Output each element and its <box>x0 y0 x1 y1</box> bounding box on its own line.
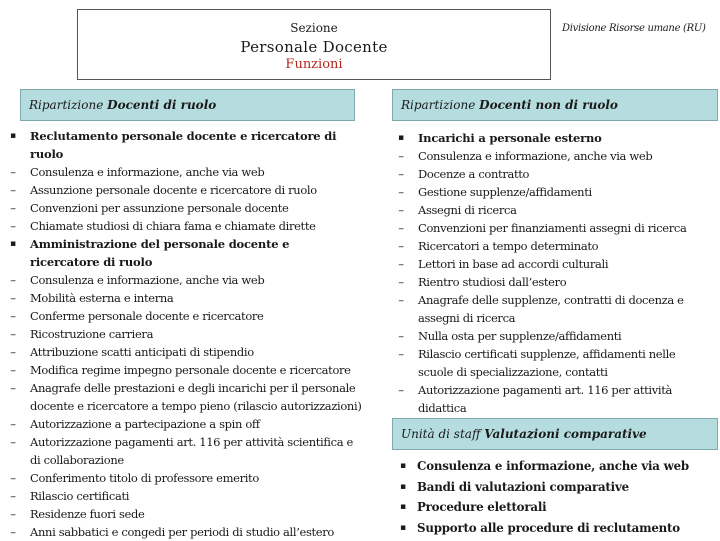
bullet-square-icon: ▪ <box>400 481 406 492</box>
staff-panel-lead: Unità di staff <box>401 427 481 441</box>
section-header <box>77 9 551 80</box>
list-text: Convenzioni per finanziamenti assegni di ricerca <box>418 221 687 235</box>
dash-bullet-icon: – <box>10 183 16 197</box>
list-text: Docenze a contratto <box>418 167 530 181</box>
page-title: Personale Docente <box>240 38 388 56</box>
list-text: Ricostruzione carriera <box>30 327 154 341</box>
dash-bullet-icon: – <box>398 347 404 361</box>
dash-bullet-icon: – <box>398 383 404 397</box>
list-item <box>4 163 354 181</box>
list-item <box>4 181 354 199</box>
list-text: didattica <box>418 401 467 415</box>
dash-bullet-icon: – <box>398 149 404 163</box>
list-heading <box>394 497 714 518</box>
right-functions-list <box>392 129 712 417</box>
list-heading <box>394 456 714 477</box>
list-item <box>392 147 712 165</box>
list-heading <box>392 129 712 147</box>
list-text: Consulenza e informazione, anche via web <box>418 149 653 163</box>
list-item <box>4 433 354 451</box>
dash-bullet-icon: – <box>398 221 404 235</box>
dash-bullet-icon: – <box>10 201 16 215</box>
functions-label: Funzioni <box>285 57 343 72</box>
list-item <box>4 217 354 235</box>
dash-bullet-icon: – <box>10 219 16 233</box>
list-item <box>392 219 712 237</box>
list-text: Rilascio certificati supplenze, affidamenti nelle <box>418 347 676 361</box>
list-text: Conferme personale docente e ricercatore <box>30 309 264 323</box>
list-item <box>4 487 354 505</box>
list-text: Consulenza e informazione, anche via web <box>30 165 265 179</box>
list-text: Rilascio certificati <box>30 489 130 503</box>
list-item <box>4 271 354 289</box>
list-text: Lettori in base ad accordi culturali <box>418 257 609 271</box>
right-panel-title: Docenti non di ruolo <box>479 98 618 112</box>
list-item <box>392 201 712 219</box>
list-item <box>4 325 354 343</box>
list-item <box>4 415 354 433</box>
list-text: Anagrafe delle prestazioni e degli incarichi per il personale <box>30 381 356 395</box>
dash-bullet-icon: – <box>10 471 16 485</box>
bullet-square-icon: ▪ <box>10 239 16 249</box>
bullet-square-icon: ▪ <box>10 131 16 141</box>
bullet-square-icon: ▪ <box>400 522 406 533</box>
list-text: Mobilità esterna e interna <box>30 291 174 305</box>
list-heading <box>4 145 354 163</box>
section-label: Sezione <box>290 21 338 35</box>
list-item <box>4 505 354 523</box>
list-item <box>392 291 712 309</box>
left-panel-header <box>20 89 355 121</box>
list-item <box>4 199 354 217</box>
list-text: Anagrafe delle supplenze, contratti di docenza e <box>418 293 684 307</box>
list-item <box>392 399 712 417</box>
dash-bullet-icon: – <box>10 417 16 431</box>
dash-bullet-icon: – <box>10 363 16 377</box>
list-text: assegni di ricerca <box>418 311 516 325</box>
list-item <box>4 451 354 469</box>
dash-bullet-icon: – <box>10 525 16 539</box>
bullet-square-icon: ▪ <box>398 133 404 143</box>
dash-bullet-icon: – <box>10 345 16 359</box>
list-text: Reclutamento personale docente e ricercatore di <box>30 129 337 143</box>
list-item <box>4 469 354 487</box>
list-text: Consulenza e informazione, anche via web <box>417 459 689 473</box>
list-text: Assunzione personale docente e ricercatore di ruolo <box>30 183 317 197</box>
list-text: Rientro studiosi dall’estero <box>418 275 567 289</box>
list-text: Chiamate studiosi di chiara fama e chiamate dirette <box>30 219 316 233</box>
list-text: Consulenza e informazione, anche via web <box>30 273 265 287</box>
dash-bullet-icon: – <box>10 309 16 323</box>
list-text: Conferimento titolo di professore emerito <box>30 471 259 485</box>
list-text: Anni sabbatici e congedi per periodi di studio all’estero <box>30 525 334 539</box>
list-item <box>392 237 712 255</box>
dash-bullet-icon: – <box>10 165 16 179</box>
list-text: docente e ricercatore a tempo pieno (rilascio autorizzazioni) <box>30 399 362 413</box>
list-heading <box>4 127 354 145</box>
list-text: Convenzioni per assunzione personale docente <box>30 201 289 215</box>
list-text: Procedure elettorali <box>417 500 547 514</box>
bullet-square-icon: ▪ <box>400 502 406 512</box>
list-text: Assegni di ricerca <box>418 203 517 217</box>
list-item <box>392 165 712 183</box>
list-item <box>392 381 712 399</box>
list-text: Incarichi a personale esterno <box>418 131 602 145</box>
list-text: ruolo <box>30 147 64 161</box>
list-item <box>392 183 712 201</box>
list-text: scuole di specializzazione, contatti <box>418 365 608 379</box>
list-item <box>392 345 712 363</box>
list-item <box>392 273 712 291</box>
dash-bullet-icon: – <box>398 329 404 343</box>
division-label: Divisione Risorse umane (RU) <box>562 23 706 34</box>
dash-bullet-icon: – <box>398 239 404 253</box>
dash-bullet-icon: – <box>398 257 404 271</box>
list-heading <box>394 518 714 539</box>
list-text: Gestione supplenze/affidamenti <box>418 185 592 199</box>
list-item <box>392 255 712 273</box>
list-item <box>4 397 362 415</box>
dash-bullet-icon: – <box>10 273 16 287</box>
list-text: Autorizzazione pagamenti art. 116 per attività <box>418 383 672 397</box>
list-item <box>4 307 354 325</box>
dash-bullet-icon: – <box>10 291 16 305</box>
right-panel-lead: Ripartizione <box>401 98 476 112</box>
list-text: Attribuzione scatti anticipati di stipendio <box>30 345 254 359</box>
staff-panel-header <box>392 418 718 450</box>
list-item <box>4 343 354 361</box>
left-functions-list <box>4 127 362 541</box>
dash-bullet-icon: – <box>398 203 404 217</box>
left-panel-title: Docenti di ruolo <box>107 98 217 112</box>
list-item <box>4 361 354 379</box>
list-heading <box>394 477 714 498</box>
list-text: Autorizzazione pagamenti art. 116 per attività scientifica e <box>30 435 353 449</box>
list-item <box>4 289 354 307</box>
dash-bullet-icon: – <box>10 507 16 521</box>
list-item <box>392 363 712 381</box>
dash-bullet-icon: – <box>398 185 404 199</box>
dash-bullet-icon: – <box>398 275 404 289</box>
list-text: Autorizzazione a partecipazione a spin off <box>30 417 260 431</box>
list-item <box>4 379 354 397</box>
dash-bullet-icon: – <box>398 293 404 307</box>
dash-bullet-icon: – <box>398 167 404 181</box>
list-text: Residenze fuori sede <box>30 507 145 521</box>
staff-panel-title: Valutazioni comparative <box>484 427 647 441</box>
list-text: Amministrazione del personale docente e <box>30 237 290 251</box>
list-item <box>4 523 354 541</box>
left-panel-lead: Ripartizione <box>29 98 104 112</box>
list-text: ricercatore di ruolo <box>30 255 153 269</box>
list-item <box>392 327 712 345</box>
right-panel-header <box>392 89 718 121</box>
list-text: di collaborazione <box>30 453 124 467</box>
list-text: Bandi di valutazioni comparative <box>417 479 629 494</box>
list-text: Supporto alle procedure di reclutamento <box>417 520 680 535</box>
dash-bullet-icon: – <box>10 381 16 395</box>
dash-bullet-icon: – <box>10 489 16 503</box>
list-text: Nulla osta per supplenze/affidamenti <box>418 329 622 343</box>
list-heading <box>4 253 354 271</box>
list-text: Ricercatori a tempo determinato <box>418 239 599 253</box>
staff-functions-list <box>394 456 714 538</box>
list-item <box>392 309 712 327</box>
bullet-square-icon: ▪ <box>400 461 406 471</box>
list-text: Modifica regime impegno personale docente e ricercatore <box>30 363 351 377</box>
dash-bullet-icon: – <box>10 327 16 341</box>
dash-bullet-icon: – <box>10 435 16 449</box>
list-heading <box>4 235 354 253</box>
